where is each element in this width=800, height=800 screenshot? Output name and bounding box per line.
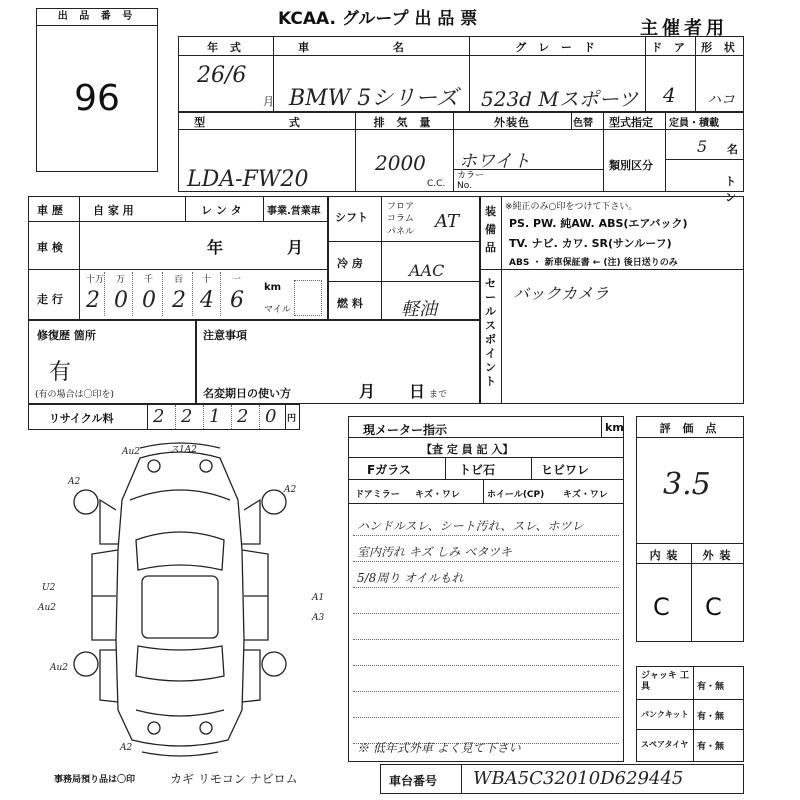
exterior-value: C [705, 593, 722, 621]
chassis-block [380, 764, 744, 794]
door-value: 4 [663, 83, 676, 107]
model-label: 型 式 [194, 116, 340, 129]
sales-point-value: バックカメラ [513, 284, 610, 303]
form-title: KCAA. グループ 出 品 票 [278, 9, 478, 29]
mileage-digit-4: 2 [172, 288, 186, 313]
inspector-label: 【査 定 員 記 入】 [421, 443, 514, 456]
equipment-label: 装 備 品 [485, 205, 496, 254]
f-glass-label: Fガラス [367, 463, 411, 477]
mark-e: U2 [42, 583, 56, 593]
recycle-digit-3: 1 [209, 406, 221, 427]
deadline-day: 日 [409, 382, 426, 401]
mark-c: A2 [68, 477, 81, 487]
grade-value: 523d Mスポーツ [481, 87, 639, 111]
unit-100k: 十万 [86, 275, 105, 285]
wheel-options: キズ・ワレ [563, 490, 608, 500]
mile-box [294, 280, 322, 316]
class-label: 類別区分 [609, 159, 653, 172]
remark-line-2: 室内汚れ キズ しみ ベタツキ [357, 545, 512, 559]
history-option-business: 事業.営業車 [267, 206, 321, 217]
ac-label: 冷 房 [337, 257, 363, 270]
exterior-label: 外 装 [702, 549, 732, 562]
unit-10k: 万 [116, 275, 126, 285]
ac-value: AAC [409, 261, 445, 280]
recycle-label: リサイクル料 [49, 412, 114, 425]
accessory-puncture-value: 有・無 [697, 712, 725, 722]
history-option-rental: レ ン タ [201, 204, 242, 217]
color-no-label: カラー No. [457, 171, 485, 191]
year-label: 年 式 [207, 41, 245, 54]
cc-unit: C.C. [427, 179, 446, 189]
shift-opt-panel: パネル [387, 227, 415, 237]
score-block [636, 416, 744, 642]
deadline-made: まで [429, 390, 448, 400]
unit-1k: 千 [144, 275, 154, 285]
mark-d: A2 [284, 485, 297, 495]
unit-1: 一 [232, 275, 242, 285]
shift-label: シフト [335, 211, 368, 224]
accessory-jack-value: 有・無 [697, 682, 725, 692]
mark-g: A1 [312, 593, 325, 603]
shift-value: AT [435, 211, 460, 232]
history-option-private: 自 家 用 [93, 204, 134, 217]
color-value: ホワイト [459, 151, 531, 172]
mileage-digit-3: 0 [142, 288, 156, 313]
interior-label: 内 装 [649, 549, 679, 562]
month-unit: 月 [263, 95, 274, 108]
mirror-label: ドアミラー [355, 490, 400, 500]
fuel-value: 軽油 [401, 299, 437, 320]
year-value: 26/6 [197, 63, 247, 88]
shift-opt-floor: フロア [387, 202, 415, 212]
accessory-spare-value: 有・無 [697, 742, 725, 752]
door-label: ド ア [651, 41, 689, 54]
color-label: 外装色 [494, 116, 530, 129]
remark-line-8: ※ 低年式外車 よく見て下さい [357, 741, 521, 755]
deadline-month: 月 [359, 382, 376, 401]
shaken-month: 月 [287, 238, 304, 257]
recycle-unit: 円 [287, 414, 297, 424]
meter-unit: km [605, 421, 624, 434]
mileage-label: 走 行 [37, 293, 63, 306]
capacity-label: 定員・積載 [669, 118, 719, 129]
lot-number-box [36, 8, 158, 172]
mark-b: ス1A2 [170, 445, 197, 455]
cc-value: 2000 [375, 151, 426, 175]
mark-i: Au2 [50, 663, 69, 673]
recycle-block [28, 404, 300, 430]
vehicle-info-row1 [178, 36, 744, 112]
mileage-digit-2: 0 [114, 288, 128, 313]
mark-j: A2 [120, 743, 133, 753]
shaken-label: 車 検 [37, 241, 63, 254]
notes-label: 注意事項 [203, 329, 247, 342]
mile-label: マイル [264, 305, 291, 315]
equipment-line3: ABS ・ 新車保証書 ← (注) 後日送りのみ [509, 258, 678, 268]
capacity-value: 5 [697, 137, 708, 156]
lot-number-label: 出 品 番 号 [37, 9, 157, 26]
repair-label: 修復歴 箇所 [37, 329, 96, 342]
chassis-label: 車台番号 [389, 774, 438, 788]
repair-note: (有の場合は〇印を) [35, 390, 115, 400]
recycle-digit-2: 2 [181, 406, 193, 427]
chassis-value: WBA5C32010D629445 [473, 768, 684, 789]
equipment-block [480, 196, 744, 404]
sales-point-label: セールスポイント [485, 277, 496, 388]
equipment-line2: TV. ナビ. カワ. SR(サンルーフ) [509, 237, 672, 250]
accessory-puncture-label: パンクキット [641, 710, 689, 719]
unit-10: 十 [202, 275, 212, 285]
make-value: BMW 5シリーズ [289, 86, 459, 111]
km-label: km [264, 282, 282, 293]
meter-block [348, 416, 624, 762]
recycle-digit-1: 2 [153, 406, 165, 427]
make-label: 車 名 [298, 41, 444, 54]
wheel-label: ホイール(CP) [487, 490, 545, 500]
lot-number-value: 96 [74, 78, 120, 119]
car-damage-diagram [30, 440, 330, 760]
notes-block [196, 320, 480, 404]
fuel-label: 燃 料 [337, 297, 363, 310]
shift-block [328, 196, 480, 320]
repair-value: 有 [49, 360, 72, 385]
score-value: 3.5 [663, 467, 711, 502]
mark-h: A3 [312, 613, 325, 623]
recycle-digit-5: 0 [265, 406, 277, 427]
mark-f: Au2 [38, 603, 57, 613]
vehicle-info-row2 [178, 112, 744, 204]
shaken-year: 年 [207, 238, 224, 257]
cc-label: 排 気 量 [373, 116, 435, 129]
office-items: カギ リモコン ナビロム [170, 772, 298, 786]
remark-line-3: 5/8周り オイルもれ [357, 571, 464, 585]
history-label: 車 歴 [37, 204, 63, 217]
type-spec-label: 型式指定 [609, 116, 653, 129]
mirror-options: キズ・ワレ [415, 490, 460, 500]
color-change-label: 色替 [573, 118, 593, 129]
mark-a: Au2 [122, 447, 141, 457]
mileage-digit-1: 2 [86, 288, 100, 313]
capacity-unit: 名 [727, 143, 738, 156]
accessory-spare-label: スペアタイヤ [641, 740, 689, 749]
meter-label: 現メーター指示 [363, 423, 448, 437]
equipment-note: ※純正のみ○印をつけて下さい。 [505, 202, 638, 212]
score-label: 評 価 点 [659, 422, 721, 435]
unit-100: 百 [174, 275, 184, 285]
grade-label: グ レ ー ド [515, 41, 599, 54]
load-unit: トン [725, 175, 736, 204]
mileage-digit-6: 6 [230, 288, 244, 313]
shape-label: 形 状 [701, 41, 739, 54]
tobi-label: トビ石 [459, 463, 496, 477]
shift-opt-column: コラム [387, 214, 414, 224]
mileage-digits [80, 270, 260, 320]
remark-line-1: ハンドルスレ、シート汚れ、スレ、ホツレ [357, 519, 584, 533]
equipment-line1: PS. PW. 純AW. ABS(エアバック) [509, 217, 688, 230]
interior-value: C [653, 593, 670, 621]
recycle-digit-4: 2 [237, 406, 249, 427]
copy-label: 主催者用 [640, 18, 728, 39]
hibiware-label: ヒビワレ [541, 463, 590, 477]
deadline-label: 名変期日の使い方 [203, 387, 291, 400]
accessory-jack-label: ジャッキ 工 具 [641, 671, 689, 692]
office-note: 事務局預り品は〇印 [54, 775, 136, 785]
repair-block [28, 320, 196, 404]
shape-value: ハコ [707, 92, 735, 108]
mileage-digit-5: 4 [200, 288, 214, 313]
accessories-block [636, 666, 744, 762]
model-value: LDA-FW20 [187, 167, 309, 192]
